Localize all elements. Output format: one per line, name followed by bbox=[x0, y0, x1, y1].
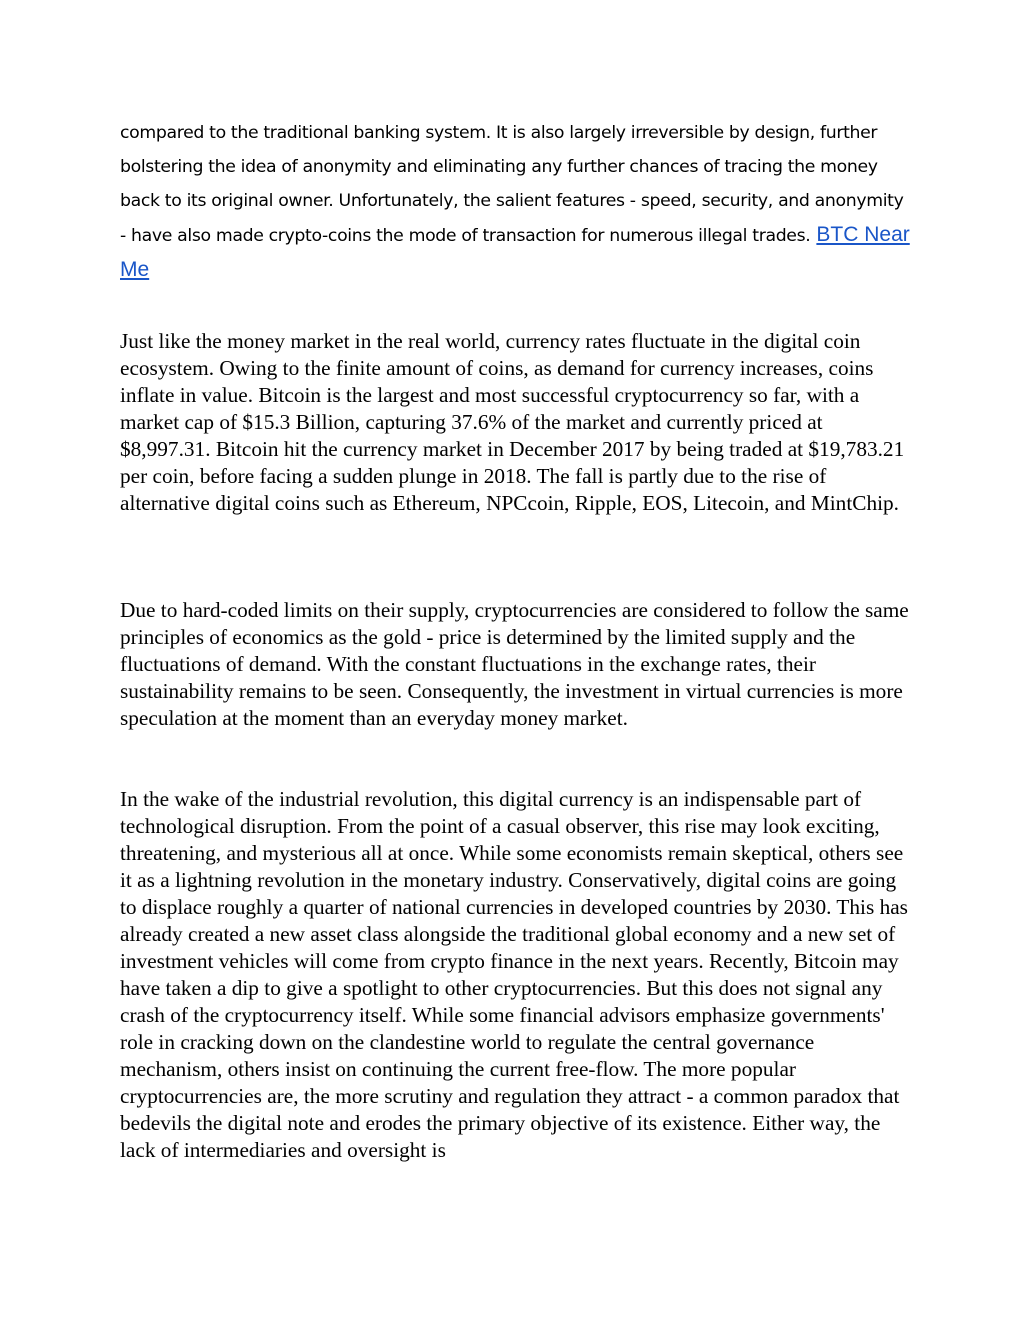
body-paragraph-market: Just like the money market in the real world, currency rates fluctuate in the digital coin ecosystem. Owing to the finite amount of coins, as demand for currency increases, coins inflate in value. Bitcoin is the largest and most successful cryptocurrency so far, with a market cap of $15.3 Billion, capturing 37.6% of the market and currently priced at $8,997.31. Bitcoin hit the currency market in December 2017 by being traded at $19,783.21 per coin, before facing a sudden plunge in 2018. The fall is partly due to the rise of alternative digital coins such as Ethereum, NPCcoin, Ripple, EOS, Litecoin, and MintChip. bbox=[120, 329, 905, 515]
body-paragraph-supply: Due to hard-coded limits on their supply, cryptocurrencies are considered to follow the same principles of economics as the gold - price is determined by the limited supply and the fluctuations of demand. With the constant fluctuations in the exchange rates, their sustainability remains to be seen. Consequently, the investment in virtual currencies is more speculation at the moment than an everyday money market. bbox=[120, 598, 909, 730]
intro-paragraph bbox=[120, 116, 910, 288]
btc-near-me-link[interactable]: BTC Near Me bbox=[120, 223, 910, 281]
intro-text: compared to the traditional banking system. It is also largely irreversible by design, further bolstering the idea of anonymity and eliminating any further chances of tracing the money back to its original owner. Unfortunately, the salient features - speed, security, and anonymity - have also made crypto-coins the mode of transaction for numerous illegal trades. bbox=[120, 123, 904, 246]
body-paragraph-revolution: In the wake of the industrial revolution, this digital currency is an indispensable part of technological disruption. From the point of a casual observer, this rise may look exciting, threatening, and mysterious all at once. While some economists remain skeptical, others see it as a lightning revolution in the monetary industry. Conservatively, digital coins are going to displace roughly a quarter of national currencies in developed countries by 2030. This has already created a new asset class alongside the traditional global economy and a new set of investment vehicles will come from crypto finance in the next years. Recently, Bitcoin may have taken a dip to give a spotlight to other cryptocurrencies. But this does not signal any crash of the cryptocurrency itself. While some financial advisors emphasize governments' role in cracking down on the clandestine world to regulate the central governance mechanism, others insist on continuing the current free-flow. The more popular cryptocurrencies are, the more scrutiny and regulation they attract - a common paradox that bedevils the digital note and erodes the primary objective of its existence. Either way, the lack of intermediaries and oversight is bbox=[120, 787, 908, 1162]
